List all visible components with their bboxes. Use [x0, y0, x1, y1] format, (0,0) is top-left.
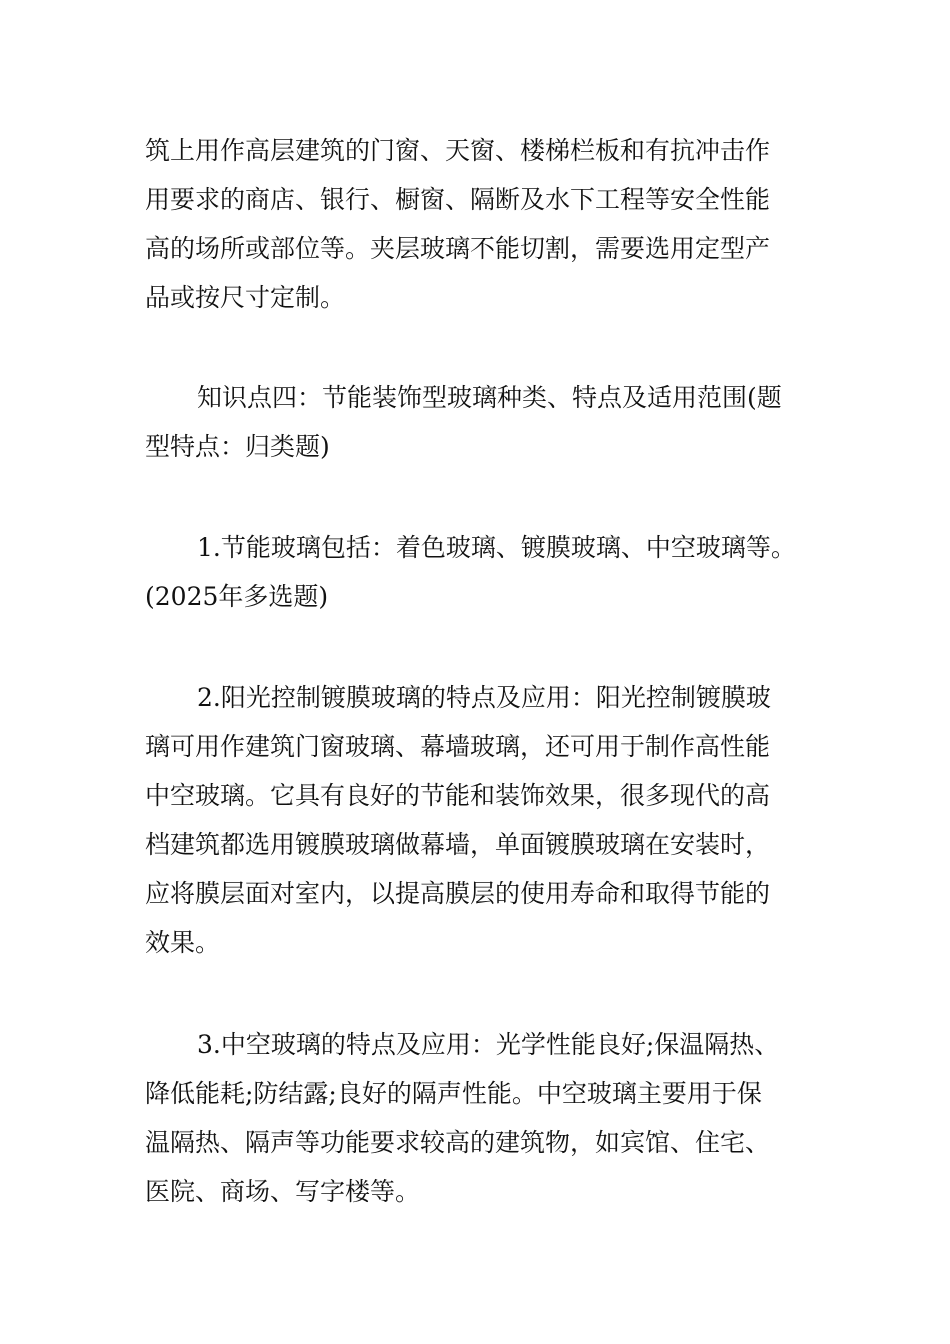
text-line: 型特点：归类题) — [145, 432, 330, 461]
text-line: 知识点四：节能装饰型玻璃种类、特点及适用范围(题 — [197, 383, 782, 412]
text-line: 中空玻璃。它具有良好的节能和装饰效果，很多现代的高 — [145, 781, 771, 810]
text-line: 医院、商场、写字楼等。 — [145, 1177, 421, 1206]
text-line: 降低能耗;防结露;良好的隔声性能。中空玻璃主要用于保 — [145, 1079, 762, 1108]
text-line: 璃可用作建筑门窗玻璃、幕墙玻璃，还可用于制作高性能 — [145, 732, 771, 761]
text-line: 品或按尺寸定制。 — [145, 283, 346, 312]
text-line: 2.阳光控制镀膜玻璃的特点及应用：阳光控制镀膜玻 — [197, 683, 771, 712]
text-line: 高的场所或部位等。夹层玻璃不能切割，需要选用定型产 — [145, 234, 771, 263]
section-heading-knowledge-point-4 — [145, 373, 825, 471]
text-line: (2025年多选题) — [145, 582, 329, 611]
text-line: 应将膜层面对室内，以提高膜层的使用寿命和取得节能的 — [145, 879, 771, 908]
text-line: 1.节能玻璃包括：着色玻璃、镀膜玻璃、中空玻璃等。 — [197, 533, 796, 562]
paragraph-item-1 — [145, 523, 825, 621]
text-line: 用要求的商店、银行、橱窗、隔断及水下工程等安全性能 — [145, 185, 771, 214]
text-line: 筑上用作高层建筑的门窗、天窗、楼梯栏板和有抗冲击作 — [145, 136, 771, 165]
text-line: 档建筑都选用镀膜玻璃做幕墙，单面镀膜玻璃在安装时， — [145, 830, 771, 859]
text-line: 温隔热、隔声等功能要求较高的建筑物，如宾馆、住宅、 — [145, 1128, 771, 1157]
paragraph-laminated-glass-continued — [145, 126, 825, 322]
paragraph-item-2 — [145, 673, 825, 967]
text-line: 效果。 — [145, 928, 221, 957]
paragraph-item-3 — [145, 1020, 825, 1216]
text-line: 3.中空玻璃的特点及应用：光学性能良好;保温隔热、 — [197, 1030, 780, 1059]
